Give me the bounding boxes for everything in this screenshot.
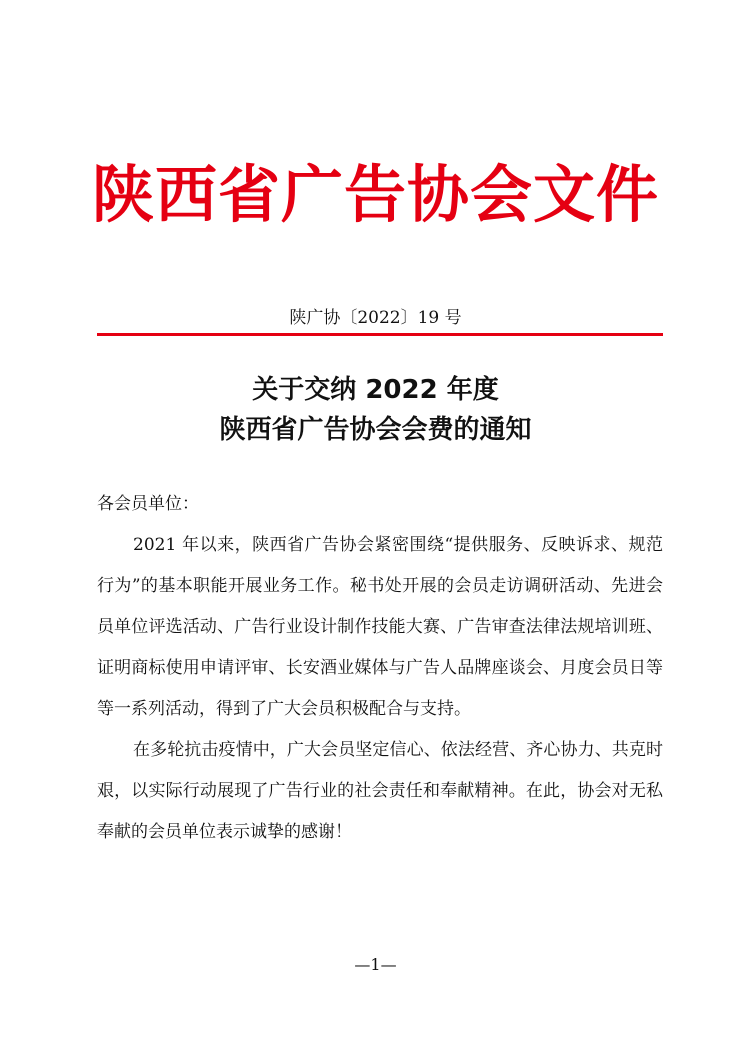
issuer-header-title: 陕西省广告协会文件 [91,158,659,231]
notice-title-line-1: 关于交纳 2022 年度 [252,375,499,405]
body-paragraph-1: 2021 年以来，陕西省广告协会紧密围绕“提供服务、反映诉求、规范行为”的基本职能开展业务工作。秘书处开展的会员走访调研活动、先进会员单位评选活动、广告行业设计制作技能大赛、广告审查法律法规培训班、证明商标使用申请评审、长安酒业媒体与广告人品牌座谈会、月度会员日等等一系列活动，得到了广大会员积极配合与支持。 [97,535,663,719]
body-paragraph-2: 在多轮抗击疫情中，广大会员坚定信心、依法经营、齐心协力、共克时艰，以实际行动展现了广告行业的社会责任和奉献精神。在此，协会对无私奉献的会员单位表示诚挚的感谢！ [97,740,663,842]
header-red-rule [97,333,663,336]
notice-title-line-2: 陕西省广告协会会费的通知 [219,415,532,445]
page-number: —1— [354,955,397,974]
notice-body [97,484,663,853]
salutation: 各会员单位： [97,494,199,514]
notice-title [0,370,751,450]
document-number: 陕广协〔2022〕19 号 [289,308,462,328]
